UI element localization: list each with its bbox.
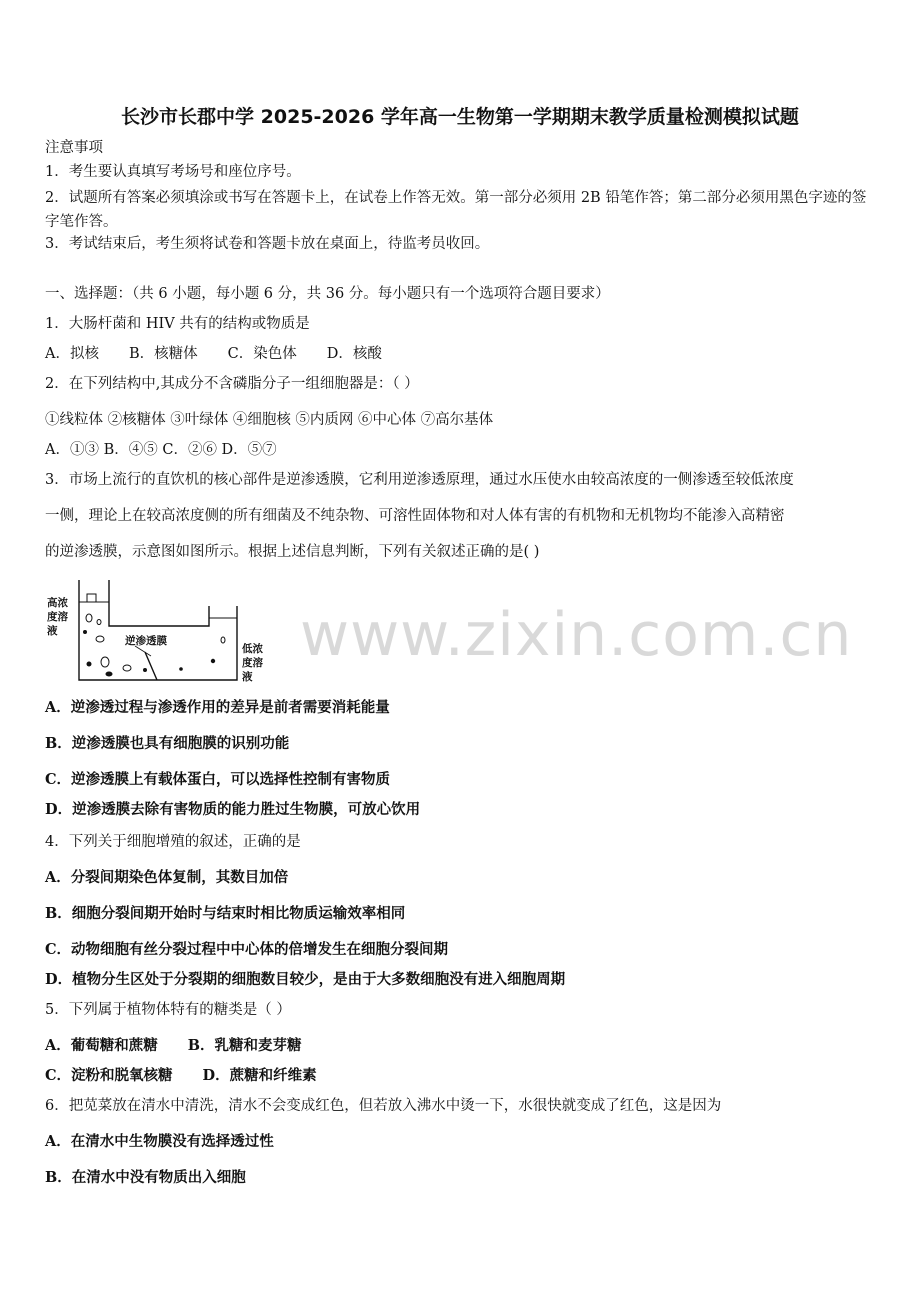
notice-heading: 注意事项 xyxy=(45,140,103,156)
question-3-option: C．逆渗透膜上有载体蛋白，可以选择性控制有害物质 xyxy=(45,771,391,788)
question-4-option: B．细胞分裂间期开始时与结束时相比物质运输效率相同 xyxy=(45,905,406,922)
option-d: D．蔗糖和纤维素 xyxy=(202,1067,317,1084)
notice-item: 3．考试结束后，考生须将试卷和答题卡放在桌面上，待监考员收回。 xyxy=(45,236,490,252)
question-3-line: 一侧，理论上在较高浓度侧的所有细菌及不纯杂物、可溶性固体物和对人体有害的有机物和无机物均不能渗入高精密 xyxy=(45,508,785,524)
question-3-option: D．逆渗透膜去除有害物质的能力胜过生物膜，可放心饮用 xyxy=(45,801,421,818)
right-label-line: 低浓 xyxy=(242,643,263,655)
section-heading: 一、选择题：（共 6 小题，每小题 6 分，共 36 分。每小题只有一个选项符合题目要求） xyxy=(45,286,610,302)
question-5-options-row xyxy=(45,1066,347,1086)
question-3-line: 的逆渗透膜，示意图如图所示。根据上述信息判断，下列有关叙述正确的是( ) xyxy=(45,544,540,560)
notice-item: 1．考生要认真填写考场号和座位序号。 xyxy=(45,164,301,180)
watermark-text: www.zixin.com.cn xyxy=(300,600,853,670)
reverse-osmosis-figure xyxy=(45,572,285,690)
question-1-options xyxy=(45,344,412,364)
question-4-option: C．动物细胞有丝分裂过程中中心体的倍增发生在细胞分裂间期 xyxy=(45,941,449,958)
option-c: C．染色体 xyxy=(227,346,297,362)
question-3-option: A．逆渗透过程与渗透作用的差异是前者需要消耗能量 xyxy=(45,699,390,716)
question-4-stem: 4．下列关于细胞增殖的叙述，正确的是 xyxy=(45,834,301,850)
option-a: A．拟核 xyxy=(45,346,99,362)
question-2-options: A．①③ B．④⑤ C．②⑥ D．⑤⑦ xyxy=(45,442,277,458)
question-4-option: A．分裂间期染色体复制，其数目加倍 xyxy=(45,869,289,886)
question-3-line: 3．市场上流行的直饮机的核心部件是逆渗透膜，它利用逆渗透原理，通过水压使水由较高浓度的一侧渗透至较低浓度 xyxy=(45,472,794,488)
left-label-line: 液 xyxy=(47,625,58,637)
question-3-option: B．逆渗透膜也具有细胞膜的识别功能 xyxy=(45,735,290,752)
right-label-line: 液 xyxy=(242,671,253,683)
osmosis-diagram xyxy=(45,572,285,690)
left-label-line: 度溶 xyxy=(47,611,68,623)
question-6-option: A．在清水中生物膜没有选择透过性 xyxy=(45,1133,274,1150)
question-1-stem: 1．大肠杆菌和 HIV 共有的结构或物质是 xyxy=(45,316,310,332)
right-label-line: 度溶 xyxy=(242,657,263,669)
membrane-label: 逆渗透膜 xyxy=(125,635,167,647)
option-b: B．乳糖和麦芽糖 xyxy=(187,1037,302,1054)
question-6-stem: 6．把苋菜放在清水中清洗，清水不会变成红色，但若放入沸水中烫一下，水很快就变成了红色，这是因为 xyxy=(45,1098,722,1114)
option-b: B．核糖体 xyxy=(128,346,198,362)
question-6-option: B．在清水中没有物质出入细胞 xyxy=(45,1169,246,1186)
option-a: A．葡萄糖和蔗糖 xyxy=(45,1037,158,1054)
left-label-line: 高浓 xyxy=(47,597,68,609)
notice-item: 2．试题所有答案必须填涂或书写在答题卡上，在试卷上作答无效。第一部分必须用 2B 铅笔作答；第二部分必须用黑色字迹的签字笔作答。 xyxy=(45,190,867,230)
question-2-stem: 2．在下列结构中,其成分不含磷脂分子一组细胞器是：（ ） xyxy=(45,376,419,392)
question-5-options-row xyxy=(45,1036,332,1056)
option-d: D．核酸 xyxy=(326,346,382,362)
question-4-option: D．植物分生区处于分裂期的细胞数目较少，是由于大多数细胞没有进入细胞周期 xyxy=(45,971,566,988)
page-title: 长沙市长郡中学 2025-2026 学年高一生物第一学期期末教学质量检测模拟试题 xyxy=(121,106,799,128)
question-5-stem: 5．下列属于植物体特有的糖类是（ ） xyxy=(45,1002,291,1018)
option-c: C．淀粉和脱氧核糖 xyxy=(45,1067,173,1084)
question-2-list: ①线粒体 ②核糖体 ③叶绿体 ④细胞核 ⑤内质网 ⑥中心体 ⑦高尔基体 xyxy=(45,412,494,428)
